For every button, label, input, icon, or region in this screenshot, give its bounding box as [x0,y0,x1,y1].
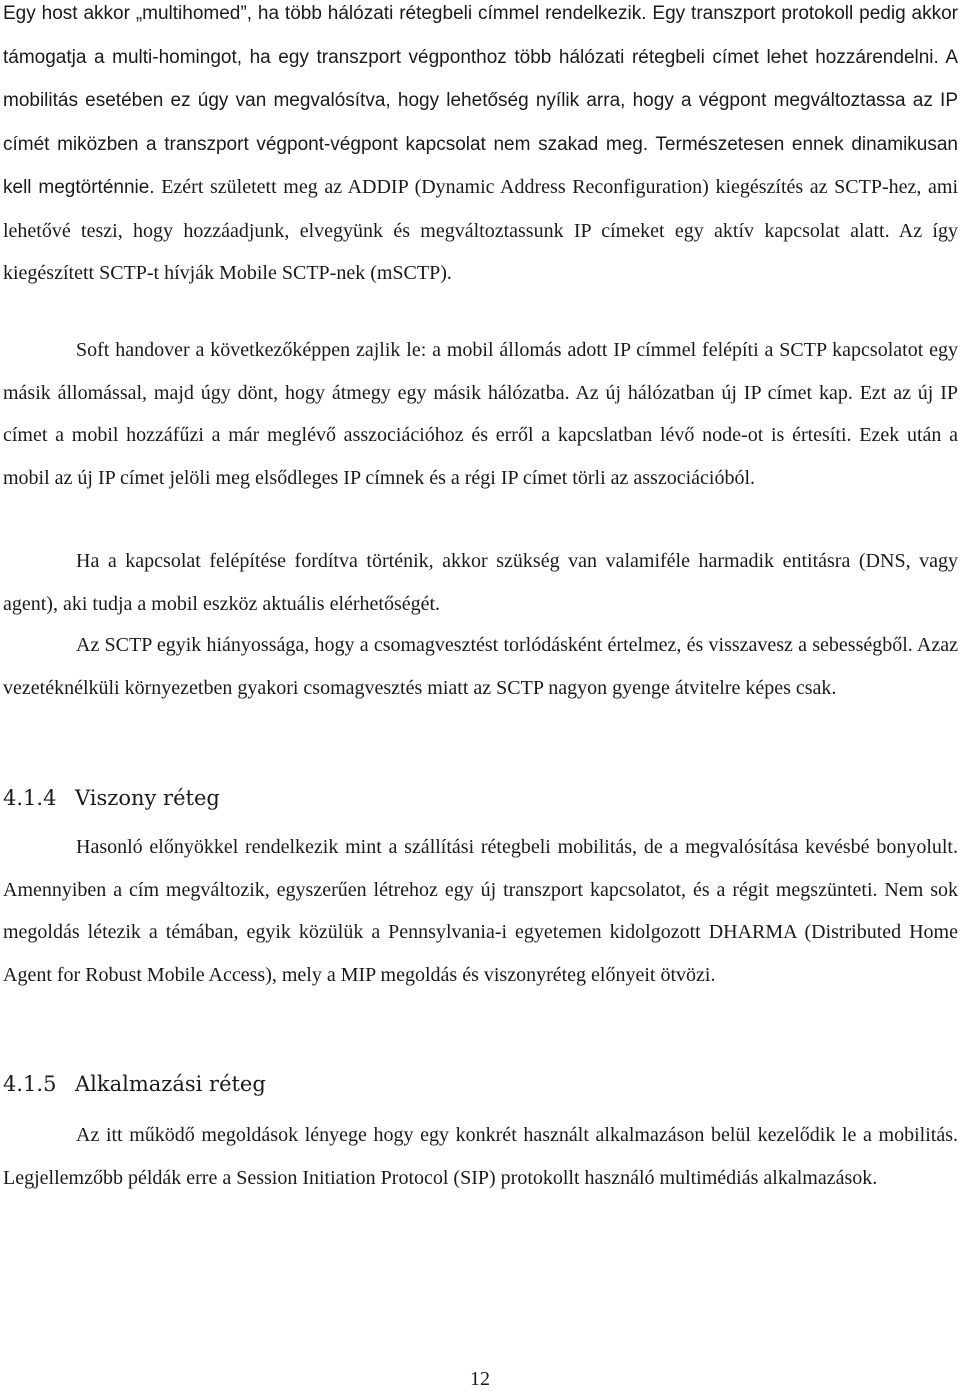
paragraph-application-layer: Az itt működő megoldások lényege hogy egy konkrét használt alkalmazáson belül kezelődik le a mobilitás. Legjellemzőbb példák erre a Session Initiation Protocol (SIP) protokollt használó multimédiás alkalmazások. [3,1124,958,1189]
section-heading-session-layer [3,783,220,813]
paragraph-multihoming-serif-run: Ezért született meg az ADDIP (Dynamic Address Reconfiguration) kiegészítés az SCTP-hez, ami lehetővé teszi, hogy hozzáadjunk, elvegyünk és megváltoztassunk IP címeket egy aktív kapcsolat alatt. Az így kiegészített SCTP-t hívják Mobile SCTP-nek (mSCTP). [3,176,959,284]
section-number: 4.1.4 [3,786,57,810]
paragraph-soft-handover: Soft handover a következőképpen zajlik le: a mobil állomás adott IP címmel felépíti a SCTP kapcsolatot egy másik állomással, majd úgy dönt, hogy átmegy egy másik hálózatba. Az új hálózatban új IP címet kap. Ezt az új IP címet a mobil hozzáfűzi a már meglévő asszociációhoz és erről a kapcslatban lévő node-ot is értesíti. Ezek után a mobil az új IP címet jelöli meg elsődleges IP címnek és a régi IP címet törli az asszociációból. [3,339,958,489]
section-title: Viszony réteg [75,786,220,810]
section-heading-application-layer [3,1069,266,1099]
paragraph-session-layer: Hasonló előnyökkel rendelkezik mint a szállítási rétegbeli mobilitás, de a megvalósítása kevésbé bonyolult. Amennyiben a cím megváltozik, egyszerűen létrehoz egy új transzport kapcsolatot, és a régit megszünteti. Nem sok megoldás létezik a témában, egyik közülük a Pennsylvania-i egyetemen kidolgozott DHARMA (Distributed Home Agent for Robust Mobile Access), mely a MIP megoldás és viszonyréteg előnyeit ötvözi. [3,836,958,986]
page-number: 12 [470,1368,490,1390]
paragraph-sctp-weakness: Az SCTP egyik hiányossága, hogy a csomagvesztést torlódásként értelmez, és visszavesz a sebességből. Azaz vezetéknélküli környezetben gyakori csomagvesztés miatt az SCTP nagyon gyenge átvitelre képes csak. [3,634,958,699]
paragraph-multihoming-sans-run: Egy host akkor „multihomed”, ha több hálózati rétegbeli címmel rendelkezik. Egy transzport protokoll pedig akkor támogatja a multi-homingot, ha egy transzport végponthoz több hálózati rétegbeli címet lehet hozzárendelni. A mobilitás esetében ez úgy van megvalósítva, hogy lehetőség nyílik arra, hogy a végpont megváltoztassa az IP címét miközben a transzport végpont-végpont kapcsolat nem szakad meg. Természetesen ennek dinamikusan kell megtörténnie. [3,3,958,198]
section-number: 4.1.5 [3,1072,57,1096]
section-title: Alkalmazási réteg [75,1072,266,1096]
paragraph-reverse-connection: Ha a kapcsolat felépítése fordítva történik, akkor szükség van valamiféle harmadik entitásra (DNS, vagy agent), aki tudja a mobil eszköz aktuális elérhetőségét. [3,550,958,615]
paragraph-multihoming [3,0,958,295]
